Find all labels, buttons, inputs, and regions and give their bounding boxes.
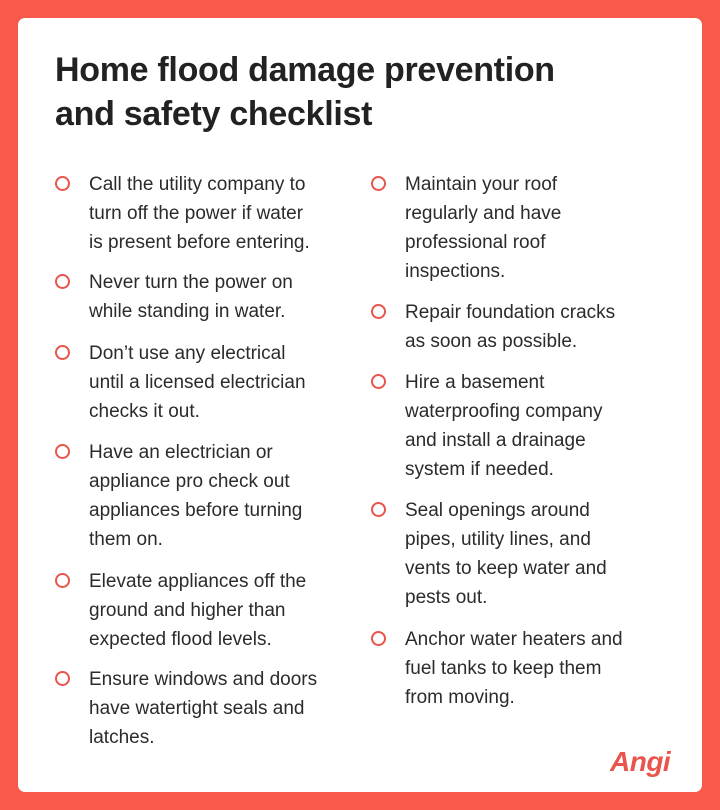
checklist-item-text — [405, 368, 603, 484]
title-line: Home flood damage prevention — [55, 51, 555, 89]
item-line: appliances before turning — [89, 500, 303, 521]
item-line: checks it out. — [89, 401, 200, 422]
item-line: Have an electrician or — [89, 442, 273, 463]
checklist-item-text — [89, 665, 317, 752]
checkbox-circle-icon[interactable] — [55, 444, 70, 459]
checkbox-circle-icon[interactable] — [55, 274, 70, 289]
item-line: Ensure windows and doors — [89, 669, 318, 690]
checkbox-circle-icon[interactable] — [55, 345, 70, 360]
checklist-card — [18, 18, 702, 792]
item-line: Anchor water heaters and — [405, 629, 623, 650]
checkbox-circle-icon[interactable] — [55, 573, 70, 588]
item-line: appliance pro check out — [89, 471, 290, 492]
item-line: ground and higher than — [89, 600, 286, 621]
checkbox-circle-icon[interactable] — [371, 374, 386, 389]
item-line: latches. — [89, 727, 155, 748]
item-line: inspections. — [405, 261, 506, 282]
item-line: as soon as possible. — [405, 331, 578, 352]
item-line: Maintain your roof — [405, 174, 558, 195]
item-line: Repair foundation cracks — [405, 302, 616, 323]
item-line: Hire a basement — [405, 372, 545, 393]
item-line: while standing in water. — [89, 301, 286, 322]
item-line: Call the utility company to — [89, 174, 306, 195]
item-line: turn off the power if water — [89, 203, 304, 224]
checklist-item-text — [405, 298, 615, 356]
item-line: Never turn the power on — [89, 272, 293, 293]
checkbox-circle-icon[interactable] — [371, 502, 386, 517]
item-line: Elevate appliances off the — [89, 571, 307, 592]
item-line: vents to keep water and — [405, 558, 607, 579]
angi-logo: Angi — [610, 746, 671, 777]
checklist-item-text — [89, 438, 302, 554]
item-line: until a licensed electrician — [89, 372, 306, 393]
item-line: system if needed. — [405, 459, 554, 480]
checklist-item-text — [89, 567, 306, 654]
page-title — [55, 48, 555, 136]
checklist-item-text — [89, 268, 293, 326]
item-line: Don’t use any electrical — [89, 343, 286, 364]
checklist-item-text — [405, 625, 623, 712]
item-line: professional roof — [405, 232, 546, 253]
item-line: have watertight seals and — [89, 698, 305, 719]
checkbox-circle-icon[interactable] — [371, 176, 386, 191]
item-line: fuel tanks to keep them — [405, 658, 602, 679]
item-line: expected flood levels. — [89, 629, 272, 650]
item-line: waterproofing company — [405, 401, 603, 422]
item-line: is present before entering. — [89, 232, 310, 253]
checklist-item-text — [89, 339, 306, 426]
checklist-item-text — [405, 496, 607, 612]
checkbox-circle-icon[interactable] — [55, 671, 70, 686]
item-line: regularly and have — [405, 203, 562, 224]
title-line: and safety checklist — [55, 95, 373, 133]
item-line: pests out. — [405, 587, 488, 608]
checkbox-circle-icon[interactable] — [55, 176, 70, 191]
checklist-item-text — [89, 170, 310, 257]
item-line: Seal openings around — [405, 500, 590, 521]
item-line: pipes, utility lines, and — [405, 529, 591, 550]
checkbox-circle-icon[interactable] — [371, 304, 386, 319]
item-line: them on. — [89, 529, 163, 550]
checkbox-circle-icon[interactable] — [371, 631, 386, 646]
item-line: and install a drainage — [405, 430, 586, 451]
checklist-item-text — [405, 170, 561, 286]
item-line: from moving. — [405, 687, 515, 708]
